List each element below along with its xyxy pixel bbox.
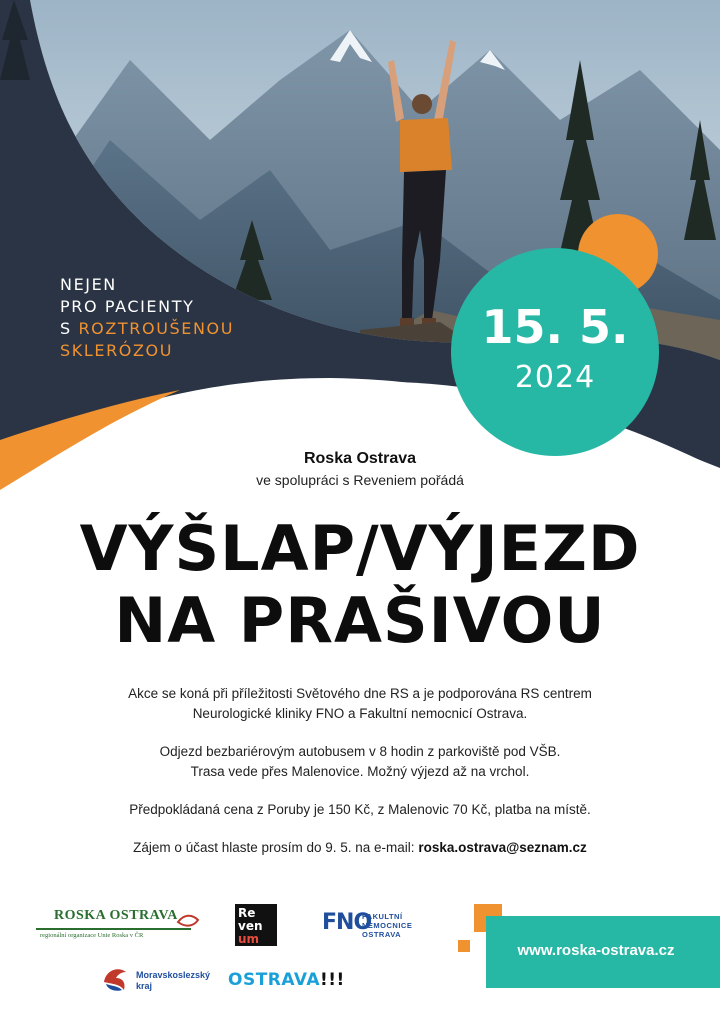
reveni-logo: [235, 904, 277, 946]
main-title-line1: VÝŠLAP/VÝJEZD: [79, 512, 641, 585]
tagline-highlight: ROZTROUŠENOU: [78, 319, 235, 338]
roska-logo-subtitle: regionální organizace Unie Roska v ČR: [40, 932, 144, 939]
tagline: [60, 274, 234, 362]
paragraph-line: Odjezd bezbariérovým autobusem v 8 hodin z parkoviště pod VŠB.: [159, 744, 561, 759]
tagline-line2: PRO PACIENTY: [60, 297, 195, 316]
reveni-logo-line: ven: [238, 919, 263, 933]
reveni-logo-line: um: [238, 932, 260, 946]
registration-text: Zájem o účast hlaste prosím do 9. 5. na e-mail:: [133, 840, 419, 855]
tagline-prefix: S: [60, 319, 79, 338]
ostrava-logo-exclamation: !!!: [320, 970, 345, 990]
fno-logo: [322, 906, 432, 946]
tagline-line1: NEJEN: [60, 275, 117, 294]
paragraph-price: Předpokládaná cena z Poruby je 150 Kč, z Malenovic 70 Kč, platba na místě.: [129, 802, 591, 817]
ostrava-logo-word: OSTRAVA: [228, 970, 321, 990]
event-date: 15. 5.: [481, 300, 629, 354]
fno-logo-line: FAKULTNÍ: [362, 912, 403, 921]
fno-logo-line: OSTRAVA: [362, 930, 402, 939]
paragraph-line: Neurologické kliniky FNO a Fakultní nemocnicí Ostrava.: [192, 706, 528, 721]
tagline-line4: SKLERÓZOU: [60, 341, 174, 360]
roska-logo: [36, 906, 206, 946]
reveni-logo-line: Re: [238, 906, 256, 920]
organizer-name: Roska Ostrava: [303, 450, 417, 467]
paragraph-line: Akce se koná při příležitosti Světového dne RS a je podporována RS centrem: [128, 686, 592, 701]
fno-logo-text: [362, 912, 412, 939]
msk-logo-line: Moravskoslezský: [136, 970, 211, 980]
tagline-line3: [60, 318, 234, 340]
msk-logo-line: kraj: [136, 981, 153, 991]
roska-ribbon-icon: [176, 914, 202, 930]
cooperation-text: ve spolupráci s Reveniem pořádá: [256, 472, 464, 488]
paragraph-occasion: [60, 684, 660, 724]
contact-email[interactable]: roska.ostrava@seznam.cz: [418, 840, 587, 855]
orange-square-small: [458, 940, 470, 952]
ostrava-logo: [228, 970, 345, 990]
fno-logo-line: NEMOCNICE: [362, 921, 413, 930]
paragraph-registration: [60, 838, 660, 858]
paragraph-departure: [60, 742, 660, 782]
main-title-line2: NA PRAŠIVOU: [114, 584, 606, 657]
website-link[interactable]: www.roska-ostrava.cz: [517, 942, 675, 959]
msk-logo-text: [136, 970, 210, 992]
roska-logo-line: [36, 928, 191, 930]
msk-emblem-icon: [100, 962, 132, 994]
roska-logo-name: ROSKA OSTRAVA: [54, 908, 178, 923]
paragraph-line: Trasa vede přes Malenovice. Možný výjezd až na vrchol.: [190, 764, 530, 779]
fno-logo-mark: FNO: [322, 910, 372, 935]
msk-logo: [100, 962, 220, 996]
event-year: 2024: [514, 360, 596, 395]
